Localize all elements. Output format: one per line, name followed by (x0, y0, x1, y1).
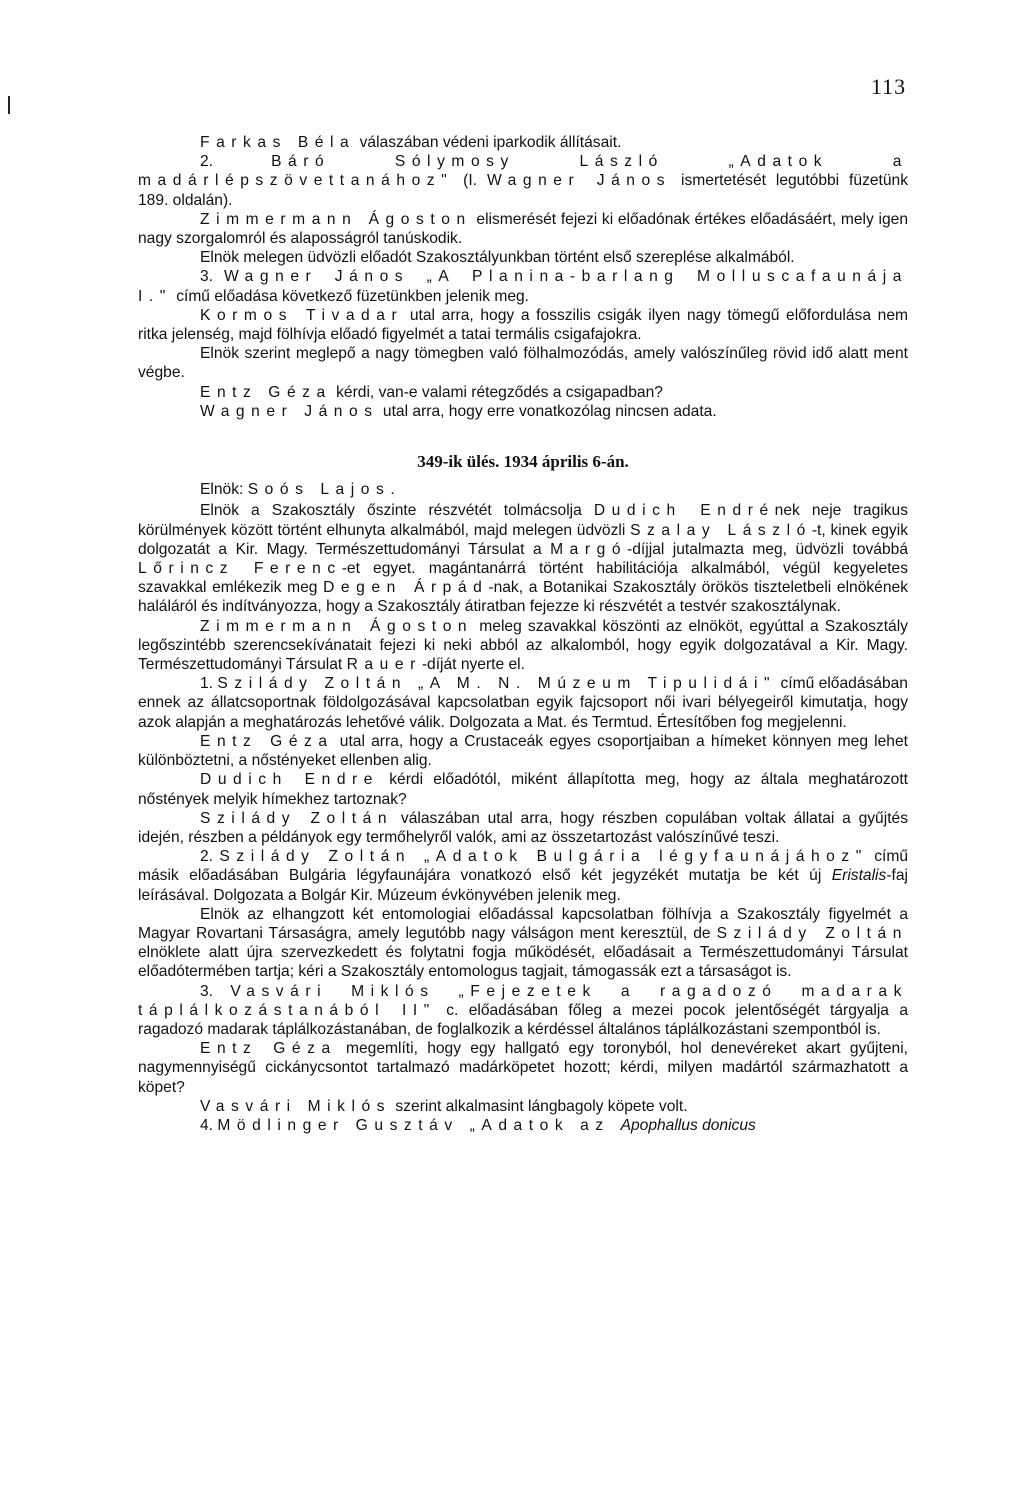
person-name: Wagner János (486, 172, 672, 190)
person-name: Szilády Zoltán (217, 675, 408, 693)
paragraph: Zimmermann Ágoston meleg szavakkal köszönti az elnököt, egyúttal a Szakosztály legőszintébb szerencsekívánatait fejezi ki neki abból az alkalomból, hogy egyik dolgozatával a Kir. Magy. Természettudományi Társulat Rauer-díját nyerte el. (138, 617, 908, 674)
person-name: Rauer (346, 656, 422, 674)
lecture-title: „Fejezetek a ragadozó madarak táplálkozástanából II" (138, 982, 908, 1019)
lecture-title: „A M. N. Múzeum Tipulidái" (407, 675, 777, 693)
person-name: Margó (550, 540, 628, 558)
person-name: Dudich Endre (200, 771, 380, 789)
person-name: Vasvári Miklós (230, 982, 435, 1000)
person-name: Sziládу Zoltán (200, 809, 394, 827)
person-name: Kormos Tivadar (200, 306, 404, 324)
person-name: Farkas Béla (200, 134, 356, 151)
person-name: Entz Géza (200, 1040, 337, 1058)
paragraph: Farkas Béla válaszában védeni iparkodik állításait. (200, 134, 622, 151)
lecture-title: „Adatok az (458, 1116, 621, 1134)
person-name: Vasvári Miklós (200, 1097, 392, 1115)
person-name: Wagner János (200, 402, 379, 420)
paragraph: Entz Géza kérdi, van-e valami rétegződés a csigapadban? (200, 383, 663, 401)
person-name: Lőrincz Ferenc (138, 560, 342, 578)
lecture-title: „Adatok Bulgária légyfaunájához" (411, 848, 868, 866)
person-name: Degen Árpád (323, 579, 489, 597)
paragraph: 3. Vasvári Miklós „Fejezetek a ragadozó madarak táplálkozástanából II" c. előadásában főleg a mezei pocok jelentőségét tárgyalja a ragadozó madarak táplálkozástanában, de foglalkozik a kérdéssel általános táplálkozástani szempontból is. (138, 982, 908, 1038)
person-name: Wagner János (223, 268, 410, 286)
person-name: Dudich Endré (593, 502, 775, 520)
page-number: 113 (871, 74, 907, 99)
person-name: Sziládу Zoltán (716, 924, 908, 942)
person-name: Szalay László (630, 521, 812, 539)
person-name: Entz Géza (200, 732, 334, 750)
paragraph: Zimmermann Ágoston elismerését fejezi ki előadónak értékes előadásáért, mely igen nagy szorgalomról és alaposságról tanúskodik. (138, 210, 908, 248)
paragraph: Elnök az elhangzott két entomologiai előadással kapcsolatban fölhívja a Szakosztály figyelmét a Magyar Rovartani Társaságra, amely legutóbb nagy válságon ment keresztül, de Sziládу Zoltán elnöklete alatt újra szervezkedett és folytatni fogja működését, előadásait a Természettudományi Társulat előadótermében tartja; kéri a Szakosztály entomologus tagjait, támogassák ezt a társaságot is. (138, 905, 908, 981)
paragraph: 3. Wagner János „A Planina-barlang Molluscafaunája I." című előadása következő füzetünkben jelenik meg. (138, 268, 908, 305)
paragraph: Elnök melegen üdvözli előadót Szakosztályunkban történt első szereplése alkalmából. (200, 249, 795, 267)
text-column (138, 133, 908, 1135)
paragraph: 2. Sziládу Zoltán „Adatok Bulgária légyfaunájához" című másik előadásában Bulgária légyfaunájára vonatkozó első két jegyzékét mutatja be két új Eristalis-faj leírásával. Dolgozata a Bolgár Kir. Múzeum évkönyvében jelenik meg. (138, 848, 909, 904)
person-name: Sziládу Zoltán (219, 848, 412, 866)
lecture-title: „A Planina-barlang Molluscafaunája I." (138, 268, 908, 305)
lecture-title: „Adatok a madárlépszövettanához" (138, 153, 908, 190)
person-name: Zimmermann Ágoston (200, 210, 472, 228)
person-name: Soós Lajos. (247, 481, 402, 499)
paragraph: Entz Géza megemlíti, hogy egy hallgató egy toronyból, hol denevéreket akart gyűjteni, nagymennyiségű cickánycsontot tartalmazó madárköpetet hozott; kérdi, milyen madártól származhatott a köpet? (138, 1040, 908, 1096)
person-name: Báró Sólymosy László (271, 153, 664, 171)
person-name: Zimmermann Ágoston (200, 617, 474, 635)
paragraph: 1. Szilády Zoltán „A M. N. Múzeum Tipulidái" című előadásában ennek az állatcsoportnak földolgozásával kapcsolatban egyik fajcsoport női ivari bélyegeiről kimutatja, hogy azok alapján a meghatározás lehetővé válik. Dolgozata a Mat. és Termtud. Értesítőben fog megjelenni. (138, 675, 908, 731)
paragraph: Kormos Tivadar utal arra, hogy a fosszilis csigák ilyen nagy tömegű előfordulása nem ritka jelenség, majd fölhívja előadó figyelmét a tatai termális csigafajokra. (138, 306, 908, 344)
species-name: Apophallus donicus (620, 1116, 756, 1134)
chair-line: Elnök: Soós Lajos. (200, 481, 402, 499)
paragraph: Vasvári Miklós szerint alkalmasint lángbagoly köpete volt. (200, 1097, 688, 1115)
paragraph: Dudich Endre kérdi előadótól, miként állapította meg, hogy az általa meghatározott nőstények melyik hímekhez tartoznak? (138, 771, 908, 808)
margin-mark (8, 96, 10, 114)
paragraph: 2. Báró Sólymosy László „Adatok a madárlépszövettanához" (I. Wagner János ismertetését legutóbbi füzetünk 189. oldalán). (138, 153, 909, 209)
species-name: Eristalis (831, 867, 887, 885)
paragraph: Elnök szerint meglepő a nagy tömegben való fölhalmozódás, amely valószínűleg rövid idő alatt ment végbe. (138, 345, 908, 382)
paragraph: Wagner János utal arra, hogy erre vonatkozólag nincsen adata. (200, 402, 717, 420)
session-heading: 349-ik ülés. 1934 április 6-án. (417, 452, 629, 472)
paragraph: 4. Mödlinger Gusztáv „Adatok az Apophallus donicus (200, 1116, 756, 1134)
paragraph: Sziládу Zoltán válaszában utal arra, hogy részben copulában voltak állatai a gyűjtés idején, részben a példányok egy termőhelyről valók, ami az összetartozást valószínűvé teszi. (138, 809, 908, 846)
person-name: Mödlinger Gusztáv (217, 1116, 459, 1134)
paragraph: Entz Géza utal arra, hogy a Crustaceák egyes csoportjaiban a hímeket könnyen meg lehet különböztetni, a nőstényeket ellenben alig. (138, 732, 908, 770)
person-name: Entz Géza (200, 383, 332, 401)
paragraph: Elnök a Szakosztály őszinte részvétét tolmácsolja Dudich Endrének neje tragikus körülmények között történt elhunyta alkalmából, majd melegen üdvözli Szalay László-t, kinek egyik dolgozatát a Kir. Magy. Természettudományi Társulat a Margó-díjjal jutalmazta meg, üdvözli továbbá Lőrincz Ferenc-et egyet. magántanárrá történt habilitációja alkalmából, végül kegyeletes szavakkal emlékezik meg Degen Árpád-nak, a Botanikai Szakosztály örökös tiszteletbeli elnökének haláláról és indítványozza, hogy a Szakosztály átiratban fejezze ki részvétét a testvér szakosztálynak. (138, 502, 908, 616)
